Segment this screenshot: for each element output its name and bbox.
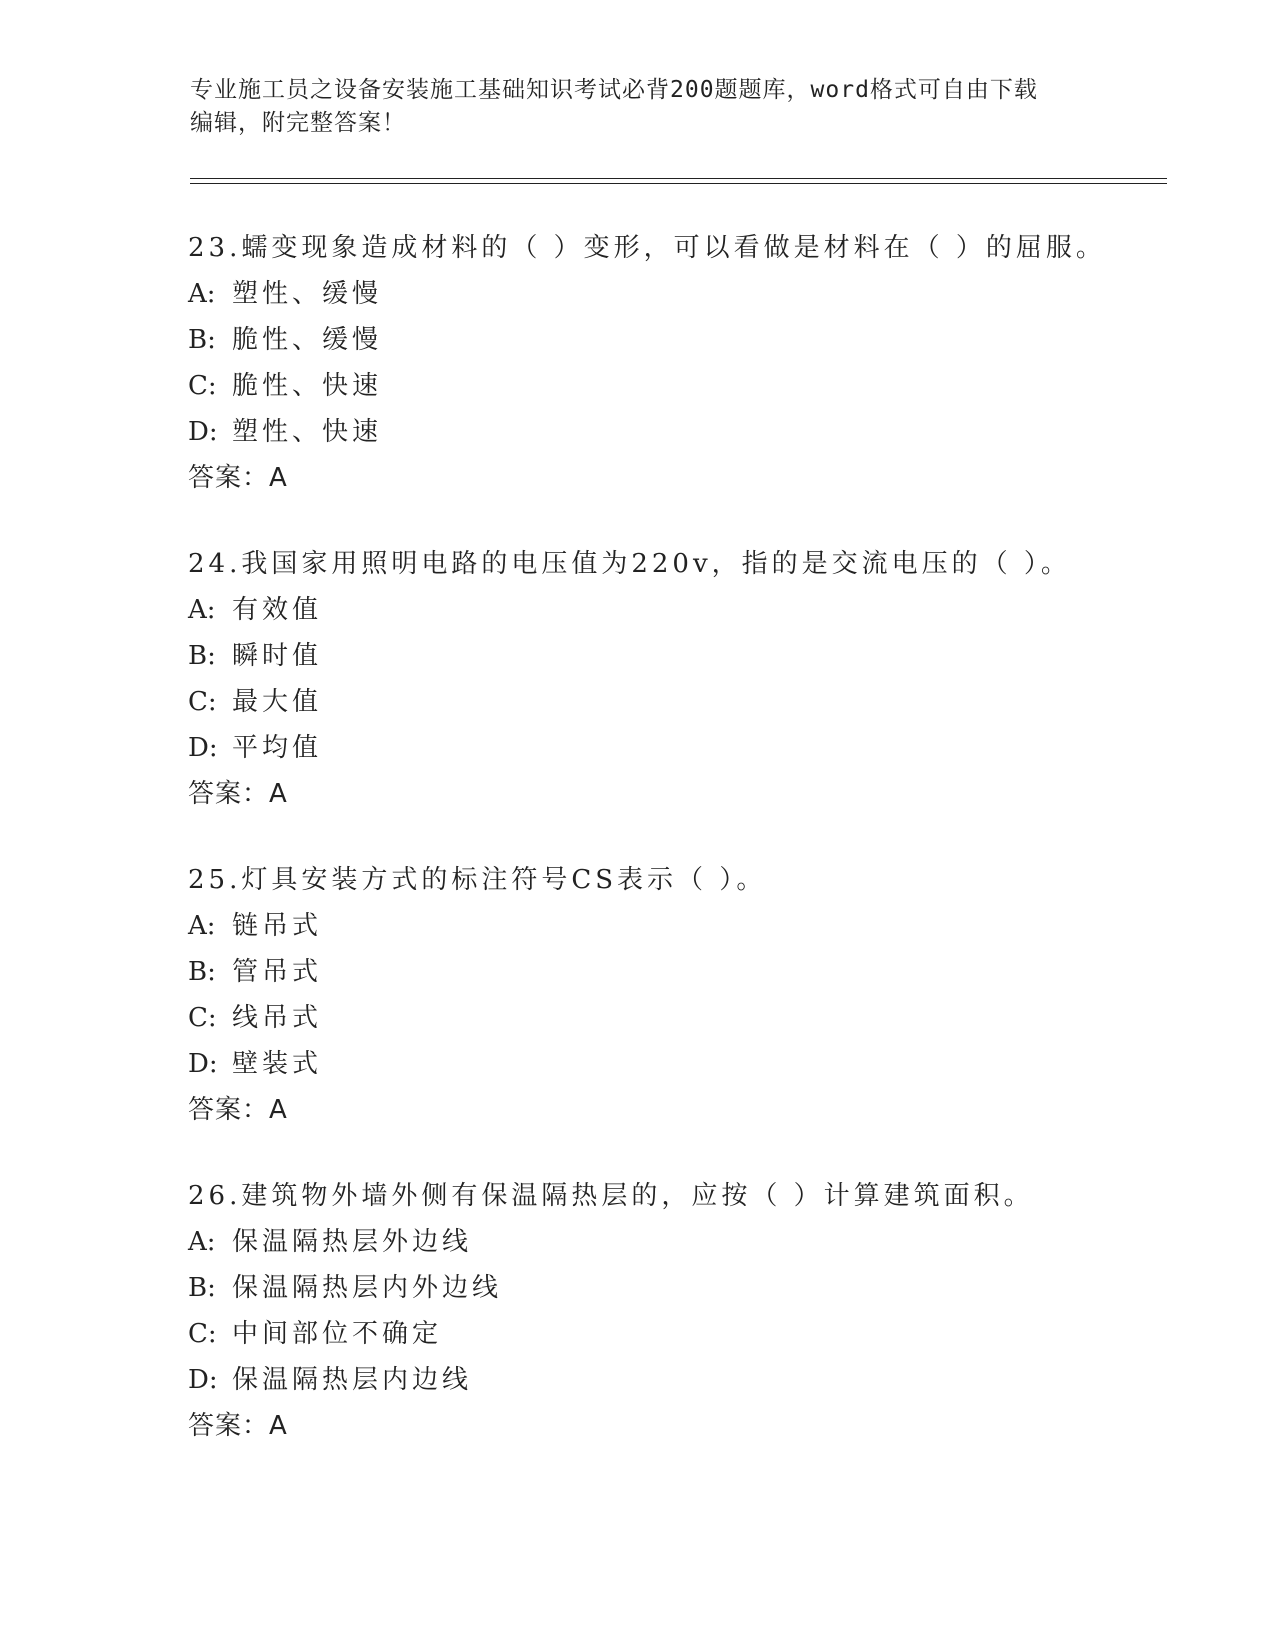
answer-line — [188, 778, 1168, 824]
option-text: 有效值 — [232, 595, 323, 625]
question-title: 26.建筑物外墙外侧有保温隔热层的，应按（ ）计算建筑面积。 — [188, 1181, 1034, 1211]
option-d — [188, 1048, 1168, 1094]
option-text: 保温隔热层外边线 — [232, 1227, 473, 1257]
question-26 — [188, 1180, 1168, 1456]
option-label: D: — [188, 417, 218, 447]
option-c — [188, 1002, 1168, 1048]
option-c — [188, 1318, 1168, 1364]
option-d — [188, 416, 1168, 462]
question-23 — [188, 232, 1168, 508]
option-text: 平均值 — [232, 733, 323, 763]
option-b — [188, 324, 1168, 370]
question-24 — [188, 548, 1168, 824]
option-label: C: — [188, 1319, 217, 1349]
option-c — [188, 370, 1168, 416]
option-text: 保温隔热层内边线 — [232, 1365, 473, 1395]
question-title: 23.蠕变现象造成材料的（ ）变形，可以看做是材料在（ ）的屈服。 — [188, 233, 1106, 263]
option-label: D: — [188, 1365, 218, 1395]
option-text: 链吊式 — [232, 911, 323, 941]
option-label: C: — [188, 687, 217, 717]
answer-line — [188, 1094, 1168, 1140]
option-label: B: — [188, 325, 216, 355]
answer-value: A — [269, 779, 287, 809]
option-label: C: — [188, 1003, 217, 1033]
option-label: A: — [188, 595, 216, 625]
option-a — [188, 1226, 1168, 1272]
header-line-2: 编辑，附完整答案！ — [190, 110, 406, 136]
answer-line — [188, 1410, 1168, 1456]
option-label: D: — [188, 733, 218, 763]
option-label: A: — [188, 911, 216, 941]
option-label: D: — [188, 1049, 218, 1079]
option-text: 保温隔热层内外边线 — [232, 1273, 503, 1303]
header-divider-bottom — [190, 183, 1167, 184]
answer-label: 答案： — [188, 779, 270, 809]
document-header — [190, 74, 1070, 140]
option-text: 管吊式 — [232, 957, 323, 987]
option-text: 中间部位不确定 — [232, 1319, 443, 1349]
answer-value: A — [269, 1411, 287, 1441]
option-a — [188, 278, 1168, 324]
answer-label: 答案： — [188, 1411, 270, 1441]
option-text: 脆性、缓慢 — [232, 325, 383, 355]
option-a — [188, 910, 1168, 956]
option-b — [188, 956, 1168, 1002]
option-label: B: — [188, 641, 216, 671]
answer-value: A — [269, 463, 287, 493]
option-label: A: — [188, 1227, 216, 1257]
option-text: 脆性、快速 — [232, 371, 383, 401]
option-b — [188, 640, 1168, 686]
option-c — [188, 686, 1168, 732]
option-text: 塑性、快速 — [232, 417, 383, 447]
option-label: C: — [188, 371, 217, 401]
option-d — [188, 732, 1168, 778]
header-line-1: 专业施工员之设备安装施工基础知识考试必背200题题库，word格式可自由下载 — [190, 77, 1038, 103]
option-text: 壁装式 — [232, 1049, 323, 1079]
option-label: A: — [188, 279, 216, 309]
option-text: 最大值 — [232, 687, 323, 717]
option-text: 瞬时值 — [232, 641, 323, 671]
answer-value: A — [269, 1095, 287, 1125]
header-divider-top — [190, 178, 1167, 179]
question-25 — [188, 864, 1168, 1140]
option-text: 塑性、缓慢 — [232, 279, 383, 309]
question-title: 25.灯具安装方式的标注符号CS表示（ ）。 — [188, 865, 767, 895]
option-label: B: — [188, 1273, 216, 1303]
answer-label: 答案： — [188, 1095, 270, 1125]
question-title: 24.我国家用照明电路的电压值为220v，指的是交流电压的（ ）。 — [188, 549, 1071, 579]
option-text: 线吊式 — [232, 1003, 323, 1033]
answer-line — [188, 462, 1168, 508]
answer-label: 答案： — [188, 463, 270, 493]
option-label: B: — [188, 957, 216, 987]
option-d — [188, 1364, 1168, 1410]
option-a — [188, 594, 1168, 640]
option-b — [188, 1272, 1168, 1318]
